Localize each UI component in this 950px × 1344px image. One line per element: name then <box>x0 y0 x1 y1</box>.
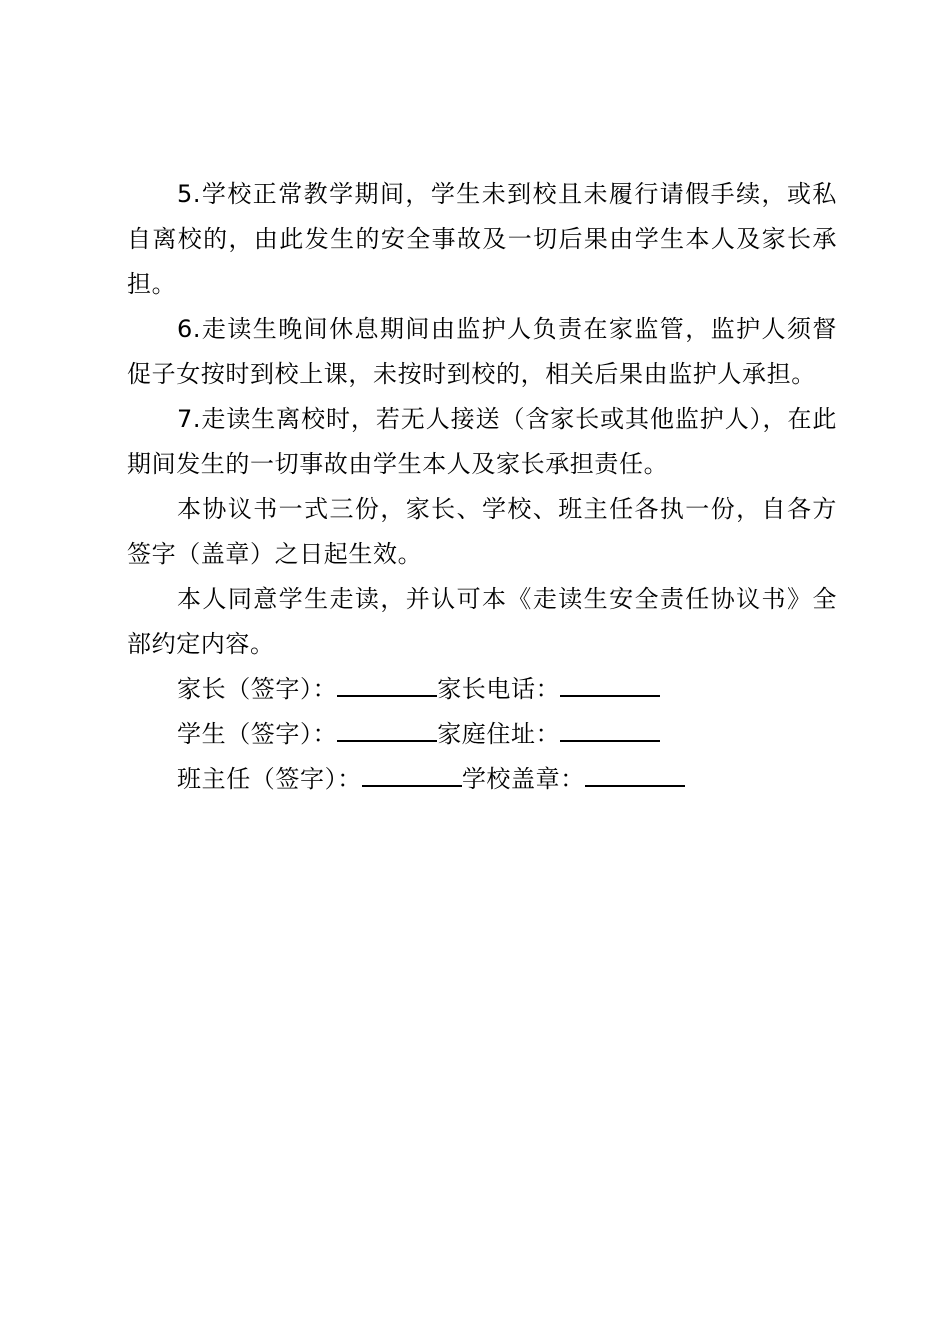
parent-phone-blank <box>560 673 660 697</box>
home-address-label: 家庭住址： <box>437 720 561 748</box>
parent-phone-label: 家长电话： <box>437 675 561 703</box>
parent-signature-blank <box>337 673 437 697</box>
student-signature-blank <box>337 718 437 742</box>
parent-signature-label: 家长（签字）： <box>177 675 338 703</box>
school-seal-blank <box>585 763 685 787</box>
effective-clause: 本协议书一式三份，家长、学校、班主任各执一份，自各方签字（盖章）之日起生效。 <box>127 495 837 568</box>
school-seal-label: 学校盖章： <box>461 765 585 793</box>
consent-statement: 本人同意学生走读，并认可本《走读生安全责任协议书》全部约定内容。 <box>127 585 837 658</box>
teacher-signature-blank <box>362 763 462 787</box>
signature-row-parent <box>127 667 837 712</box>
clause-5: 5.学校正常教学期间，学生未到校且未履行请假手续，或私自离校的，由此发生的安全事故及一切后果由学生本人及家长承担。 <box>127 180 837 298</box>
agreement-body <box>127 172 837 802</box>
teacher-signature-label: 班主任（签字）： <box>177 765 362 793</box>
signature-row-student <box>127 712 837 757</box>
signature-row-teacher <box>127 757 837 802</box>
student-signature-label: 学生（签字）： <box>177 720 338 748</box>
clause-6: 6.走读生晚间休息期间由监护人负责在家监管，监护人须督促子女按时到校上课，未按时到校的，相关后果由监护人承担。 <box>127 315 837 388</box>
home-address-blank <box>560 718 660 742</box>
clause-7: 7.走读生离校时，若无人接送（含家长或其他监护人），在此期间发生的一切事故由学生本人及家长承担责任。 <box>127 405 837 478</box>
